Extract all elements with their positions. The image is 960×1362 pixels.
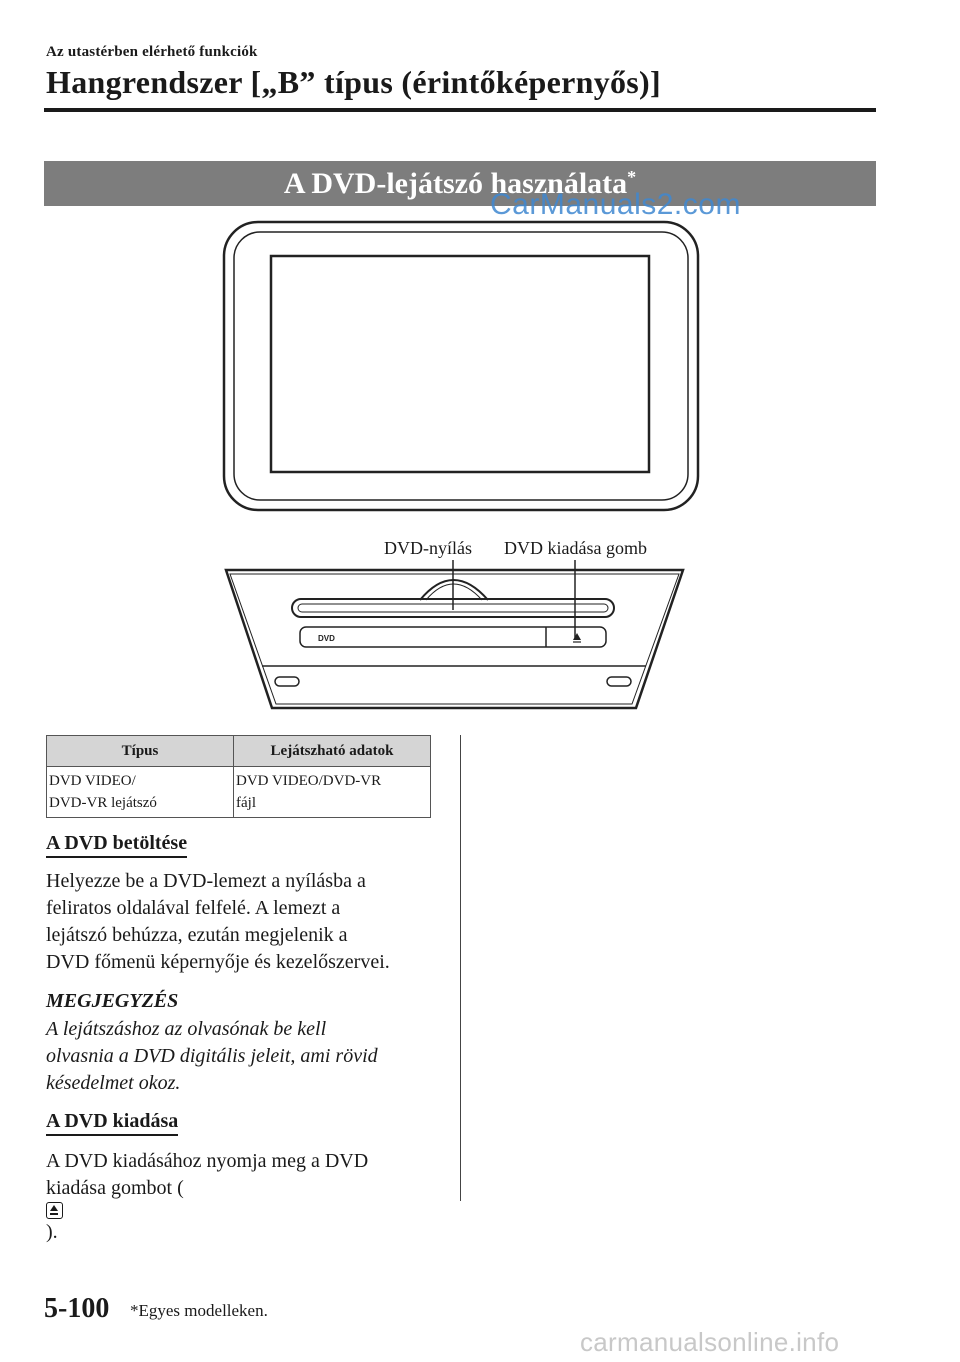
text-line: olvasnia a DVD digitális jeleit, ami rövid	[46, 1045, 378, 1067]
table-cell-type	[47, 767, 234, 818]
table-row	[47, 767, 431, 818]
column-divider	[460, 735, 461, 1201]
breadcrumb: Az utastérben elérhető funkciók	[46, 44, 258, 60]
footnote: *Egyes modelleken.	[130, 1301, 268, 1320]
cell-line: DVD VIDEO/	[49, 773, 136, 789]
eject-icon	[46, 1202, 63, 1219]
table-header-type: Típus	[47, 736, 234, 767]
table-header-data: Lejátszható adatok	[234, 736, 431, 767]
text-fragment: kiadása gombot (	[46, 1177, 184, 1199]
label-dvd-slot: DVD-nyílás	[384, 538, 472, 558]
cell-line: DVD-VR lejátszó	[49, 795, 157, 811]
text-line: DVD főmenü képernyője és kezelőszervei.	[46, 951, 390, 973]
text-line: lejátszó behúzza, ezután megjelenik a	[46, 924, 348, 946]
eject-icon	[573, 633, 581, 640]
player-unit	[226, 570, 683, 708]
eject-paragraph	[46, 1148, 446, 1246]
section-asterisk: *	[627, 167, 637, 187]
load-heading: A DVD betöltése	[46, 832, 187, 858]
note-body	[46, 1016, 378, 1097]
watermark-bottom: carmanualsonline.info	[580, 1327, 840, 1357]
page-title: Hangrendszer [„B” típus (érintőképernyős)]	[46, 64, 661, 100]
page-number: 5-100	[44, 1293, 110, 1324]
playable-data-table	[46, 735, 431, 818]
cell-line: DVD VIDEO/DVD-VR	[236, 773, 382, 789]
text-line	[46, 1175, 446, 1246]
eject-heading: A DVD kiadása	[46, 1110, 178, 1136]
watermark-top: CarManuals2.com	[490, 188, 741, 221]
load-paragraph	[46, 868, 446, 976]
dvd-logo: DVD	[318, 634, 335, 643]
text-line: késedelmet okoz.	[46, 1072, 181, 1094]
note-title: MEGJEGYZÉS	[46, 990, 179, 1012]
text-line: feliratos oldalával felfelé. A lemezt a	[46, 897, 341, 919]
text-line: Helyezze be a DVD-lemezt a nyílásba a	[46, 870, 366, 892]
table-header-row	[47, 736, 431, 767]
text-fragment: ).	[46, 1221, 58, 1243]
screen-unit	[224, 222, 698, 510]
label-eject-button: DVD kiadása gomb	[504, 538, 647, 558]
cell-line: fájl	[236, 795, 256, 811]
table-cell-data	[234, 767, 431, 818]
section-title: A DVD-lejátszó használata	[283, 166, 628, 200]
text-line: A lejátszáshoz az olvasónak be kell	[46, 1018, 327, 1040]
text-line: A DVD kiadásához nyomja meg a DVD	[46, 1150, 369, 1172]
